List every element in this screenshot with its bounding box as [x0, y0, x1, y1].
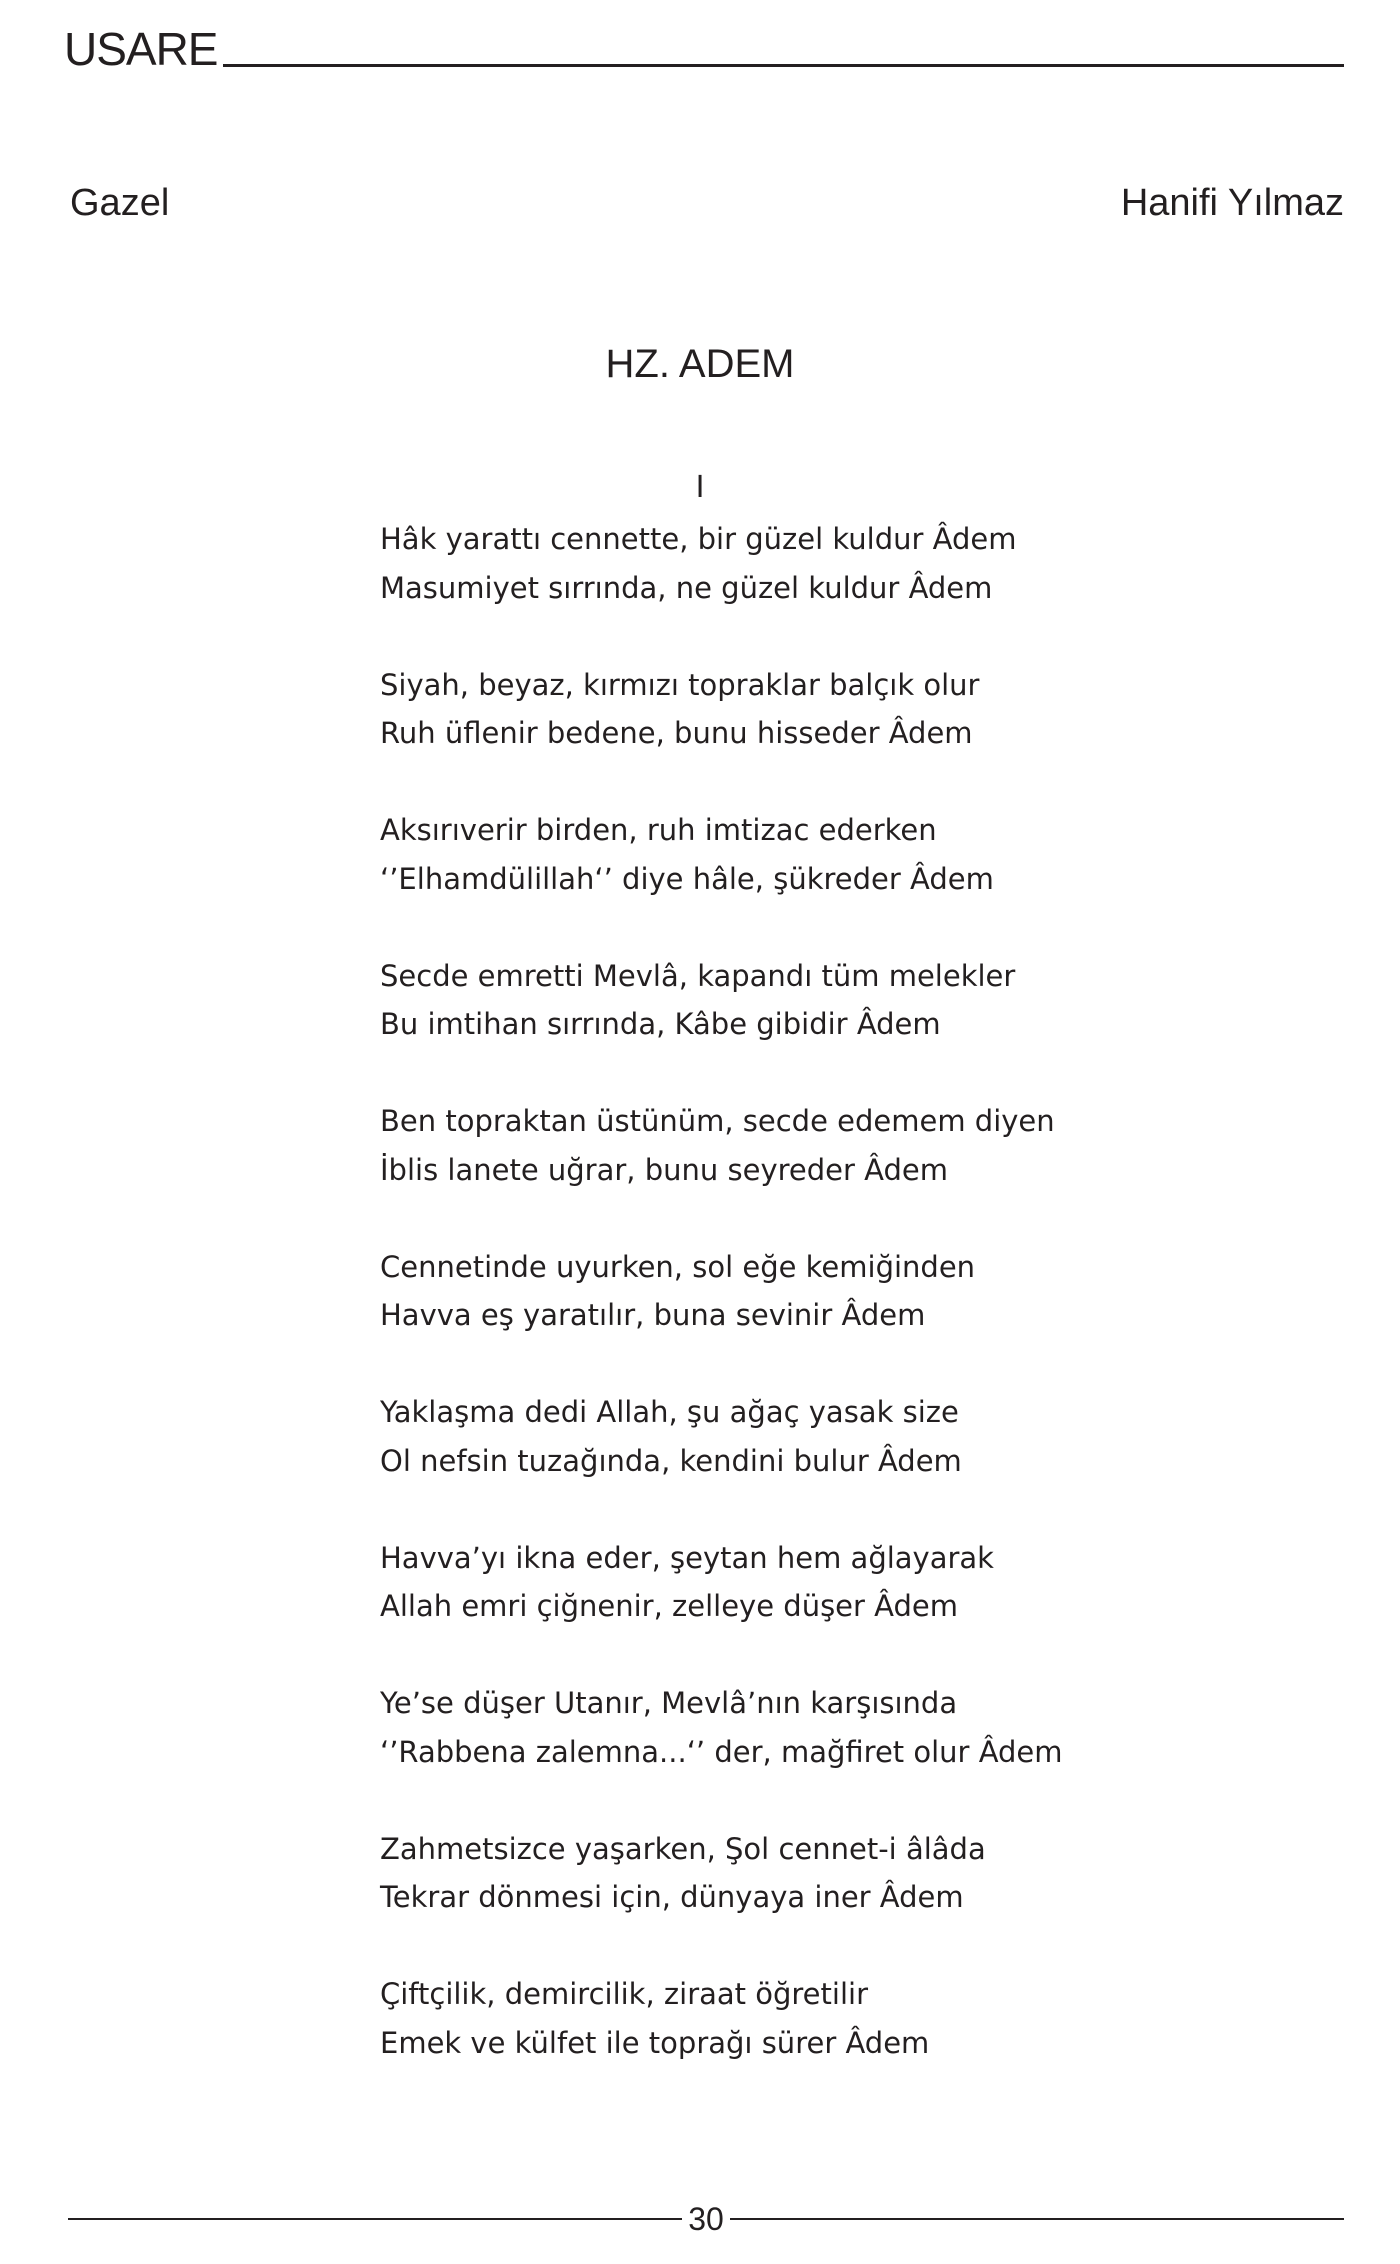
poem-line: ‘’Rabbena zalemna...‘’ der, mağfiret olur Âdem [380, 1734, 1063, 1769]
poem-line: Tekrar dönmesi için, dünyaya iner Âdem [380, 1880, 964, 1914]
poem-body [380, 515, 1140, 2116]
stanza [380, 1097, 1140, 1194]
footer-rule-left [68, 2218, 682, 2220]
poem-line: İblis lanete uğrar, bunu seyreder Âdem [380, 1152, 948, 1187]
poem-line: Masumiyet sırrında, ne güzel kuldur Âdem [380, 570, 993, 605]
footer-rule-right [730, 2218, 1344, 2220]
poem-line: Hâk yarattı cennette, bir güzel kuldur Âdem [380, 522, 1017, 556]
poem-line: ‘’Elhamdülillah‘’ diye hâle, şükreder Âdem [380, 861, 994, 896]
poem-line: Allah emri çiğnenir, zelleye düşer Âdem [380, 1589, 958, 1623]
poem-line: Ben topraktan üstünüm, secde edemem diyen [380, 1104, 1055, 1138]
poem-line: Emek ve külfet ile toprağı sürer Âdem [380, 2025, 930, 2060]
meta-row [70, 180, 1344, 226]
stanza [380, 1534, 1140, 1631]
poem-line: Ruh üflenir bedene, bunu hisseder Âdem [380, 716, 973, 750]
poem-line: Havva eş yaratılır, buna sevinir Âdem [380, 1298, 926, 1332]
poem-line: Cennetinde uyurken, sol eğe kemiğinden [380, 1249, 976, 1284]
stanza [380, 952, 1140, 1049]
page-footer [68, 2196, 1344, 2242]
header-rule [223, 64, 1344, 67]
poem-line: Çiftçilik, demircilik, ziraat öğretilir [380, 1977, 868, 2011]
genre-label: Gazel [70, 182, 170, 224]
page-number: 30 [688, 2201, 724, 2237]
poem-line: Bu imtihan sırrında, Kâbe gibidir Âdem [380, 1007, 941, 1041]
journal-name: USARE [64, 23, 218, 75]
running-head [64, 22, 1344, 75]
section-numeral: I [695, 470, 705, 505]
poem-title: HZ. ADEM [605, 342, 795, 386]
poem-line: Aksırıverir birden, ruh imtizac ederken [380, 813, 937, 847]
stanza [380, 1388, 1140, 1485]
author-name: Hanifi Yılmaz [1120, 182, 1344, 224]
stanza [380, 515, 1140, 612]
stanza [380, 806, 1140, 903]
poem-line: Ye’se düşer Utanır, Mevlâ’nın karşısında [380, 1686, 958, 1720]
poem-line: Secde emretti Mevlâ, kapandı tüm melekler [380, 958, 1016, 993]
stanza [380, 661, 1140, 758]
poem-line: Yaklaşma dedi Allah, şu ağaç yasak size [380, 1395, 959, 1429]
stanza [380, 1970, 1140, 2067]
poem-line: Ol nefsin tuzağında, kendini bulur Âdem [380, 1443, 962, 1478]
stanza [380, 1825, 1140, 1922]
poem-line: Siyah, beyaz, kırmızı topraklar balçık olur [380, 667, 980, 702]
stanza [380, 1243, 1140, 1340]
stanza [380, 1679, 1140, 1776]
poem-line: Havva’yı ikna eder, şeytan hem ağlayarak [380, 1540, 994, 1575]
poem-line: Zahmetsizce yaşarken, Şol cennet-i âlâda [380, 1831, 986, 1866]
